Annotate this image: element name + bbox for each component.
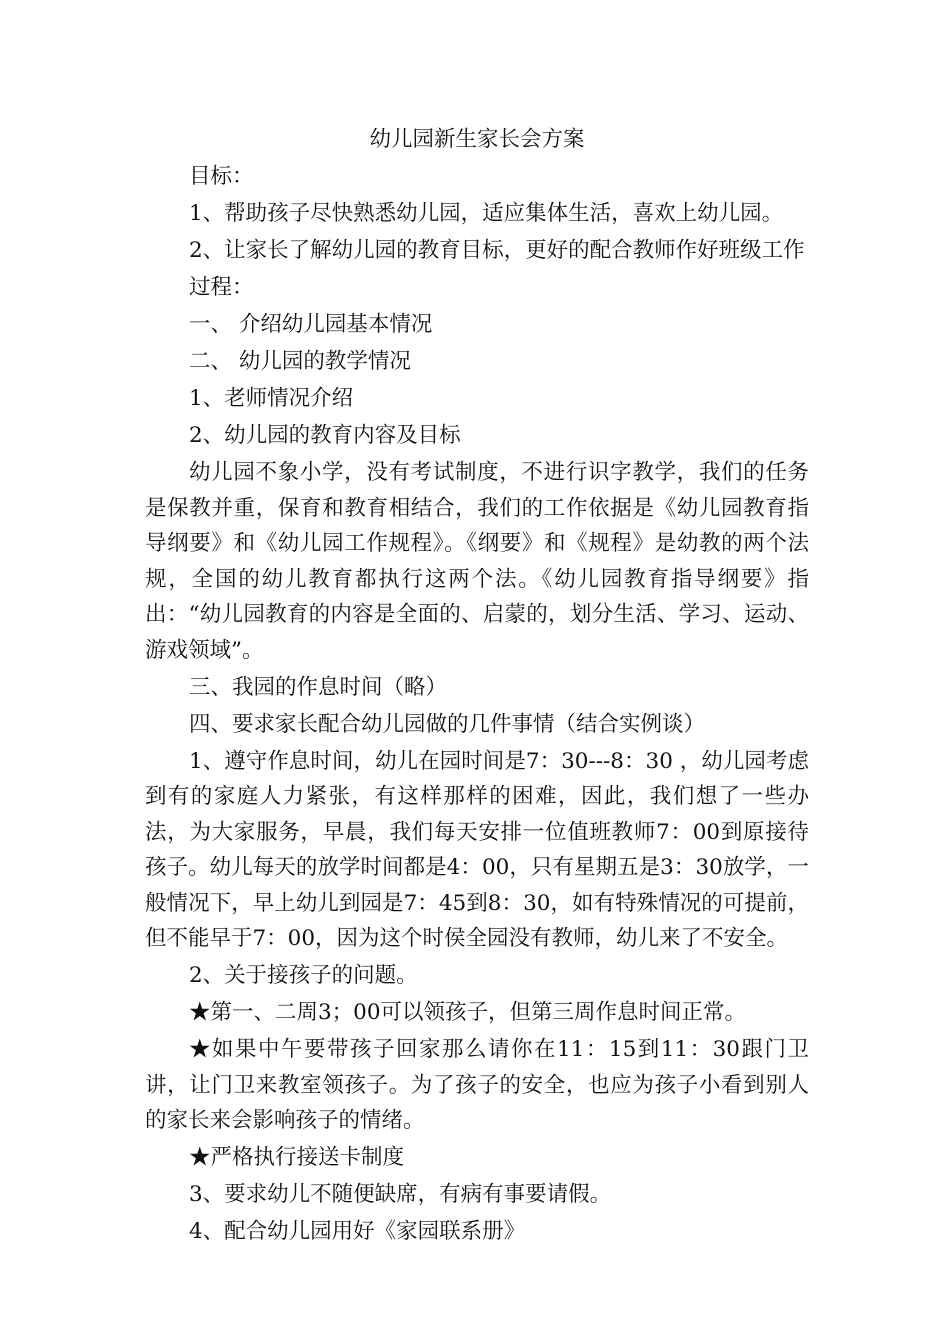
teaching-content-paragraph: 幼儿园不象小学，没有考试制度，不进行识字教学，我们的任务是保教并重，保育和教育相结合，我们的工作依据是《幼儿园教育指导纲要》和《幼儿园工作规程》。《纲要》和《规程》是幼教的两个法规，全国的幼儿教育都执行这两个法。《幼儿园教育指导纲要》指出：“幼儿园教育的内容是全面的、启蒙的，划分生活、学习、运动、游戏领域”。 bbox=[145, 460, 809, 663]
requirement-item-2: 2、关于接孩子的问题。 bbox=[189, 963, 418, 988]
document-body bbox=[145, 122, 809, 1251]
star-note-1: ★第一、二周3；00可以领孩子，但第三周作息时间正常。 bbox=[189, 1000, 747, 1025]
process-heading-1: 一、 介绍幼儿园基本情况 bbox=[189, 312, 433, 337]
teaching-item-2: 2、幼儿园的教育内容及目标 bbox=[189, 423, 461, 448]
teaching-item-1: 1、老师情况介绍 bbox=[189, 386, 354, 411]
section-label-goals: 目标： bbox=[189, 164, 254, 189]
goal-item-2: 2、让家长了解幼儿园的教育目标，更好的配合教师作好班级工作 bbox=[189, 238, 805, 263]
document-title: 幼儿园新生家长会方案 bbox=[369, 127, 585, 152]
process-heading-3: 三、我园的作息时间（略） bbox=[189, 674, 448, 700]
goal-item-1: 1、帮助孩子尽快熟悉幼儿园，适应集体生活，喜欢上幼儿园。 bbox=[189, 201, 784, 226]
process-heading-4: 四、要求家长配合幼儿园做的几件事情（结合实例谈） bbox=[189, 711, 706, 737]
section-label-process: 过程： bbox=[189, 275, 254, 300]
requirement-item-3: 3、要求幼儿不随便缺席，有病有事要请假。 bbox=[189, 1182, 612, 1207]
star-note-3: ★严格执行接送卡制度 bbox=[189, 1145, 405, 1170]
requirement-item-4: 4、配合幼儿园用好《家园联系册》 bbox=[189, 1219, 526, 1244]
process-heading-2: 二、 幼儿园的教学情况 bbox=[189, 349, 411, 374]
requirement-item-1: 1、遵守作息时间，幼儿在园时间是7：30---8：30 ，幼儿园考虑到有的家庭人力紧张，有这样那样的困难，因此，我们想了一些办法，为大家服务，早晨，我们每天安排一位值班教师7：00到原接待孩子。幼儿每天的放学时间都是4：00，只有星期五是3：30放学，一般情况下，早上幼儿到园是7：45到8：30，如有特殊情况的可提前，但不能早于7：00，因为这个时侯全园没有教师，幼儿来了不安全。 bbox=[145, 748, 809, 951]
star-note-2: ★如果中午要带孩子回家那么请你在11：15到11：30跟门卫讲，让门卫来教室领孩子。为了孩子的安全，也应为孩子小看到别人的家长来会影响孩子的情绪。 bbox=[145, 1037, 809, 1133]
